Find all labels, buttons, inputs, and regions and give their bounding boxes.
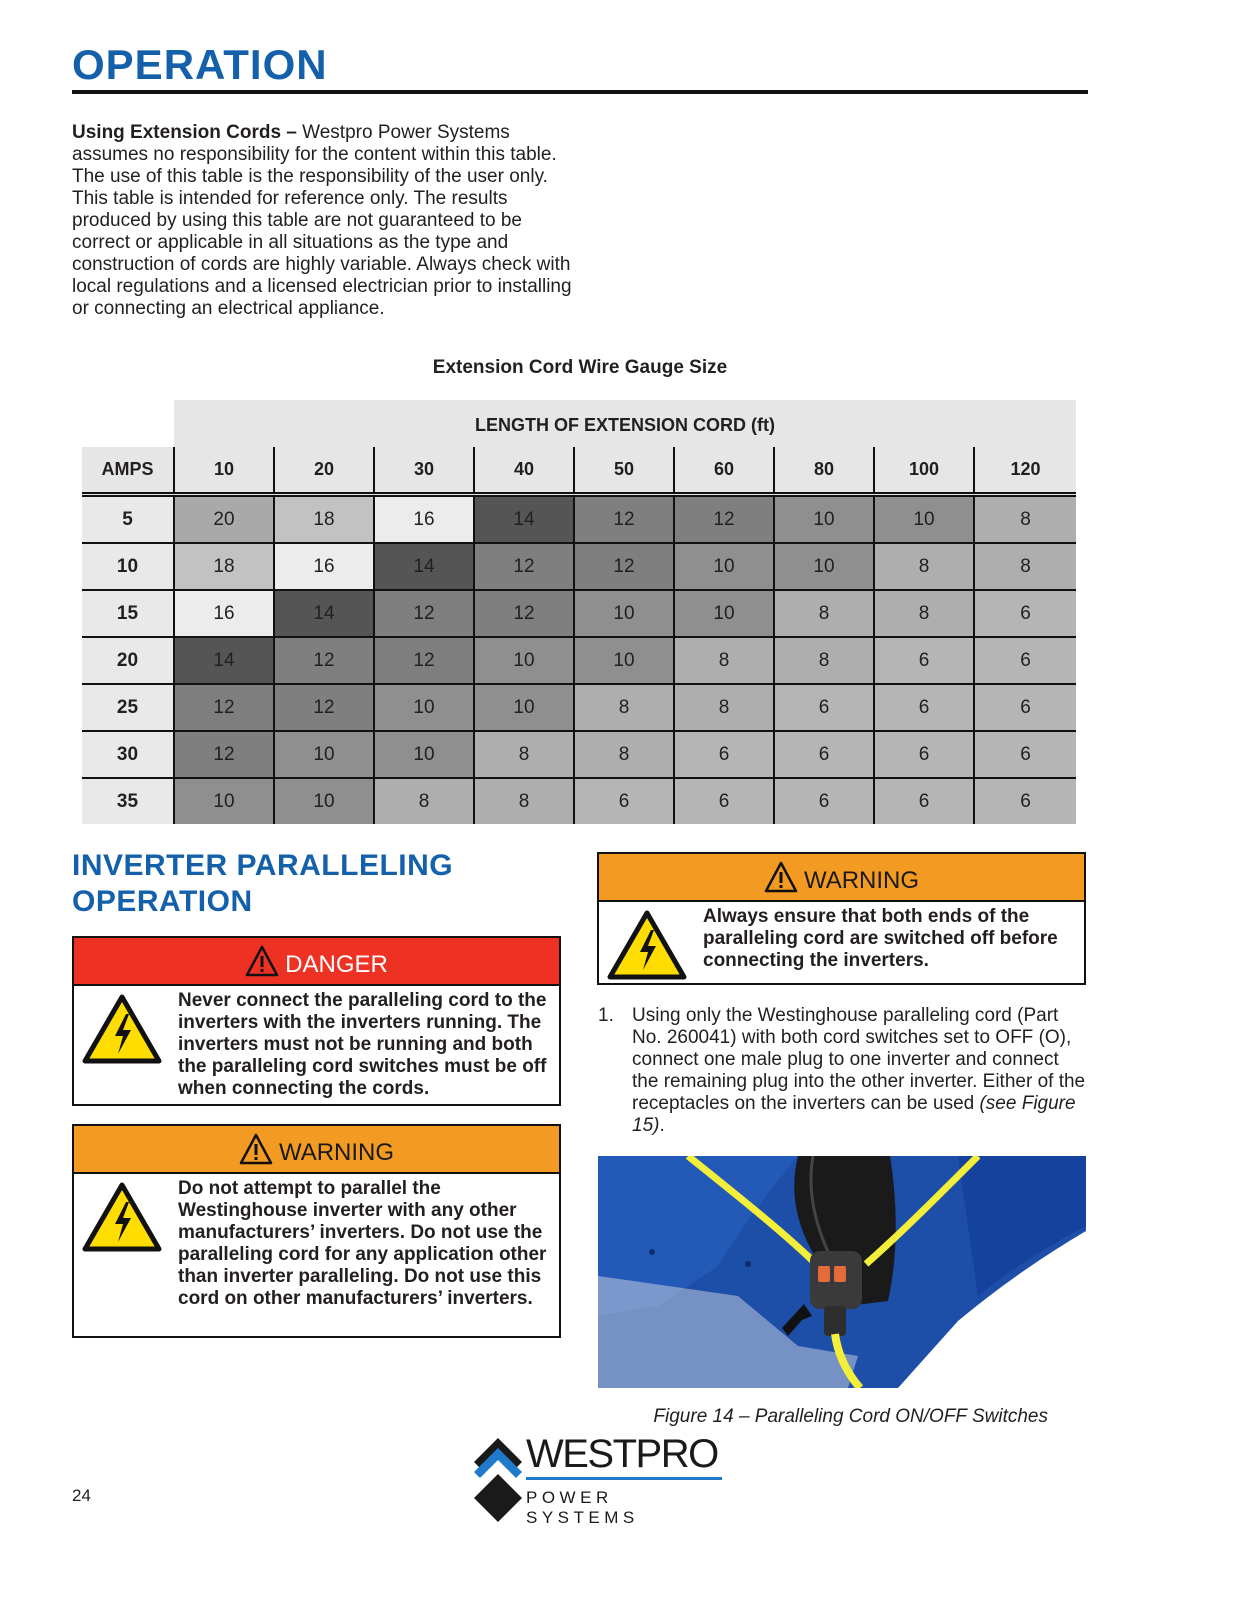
step-number: 1.: [598, 1005, 614, 1026]
gauge-cell: 8: [474, 778, 574, 824]
danger-box: [72, 936, 561, 1106]
amps-cell: 30: [82, 731, 174, 778]
gauge-table: [82, 447, 1076, 824]
gauge-cell: 8: [974, 495, 1076, 544]
section-heading-line2: OPERATION: [72, 885, 253, 918]
length-header-60: 60: [674, 447, 774, 495]
gauge-cell: 8: [674, 684, 774, 731]
westpro-logo: [472, 1432, 732, 1527]
wire-gauge-table: [82, 400, 1076, 824]
gauge-cell: 14: [474, 495, 574, 544]
gauge-cell: 10: [274, 778, 374, 824]
warning-header-left: [74, 1126, 559, 1174]
gauge-cell: 14: [274, 590, 374, 637]
gauge-cell: 6: [874, 778, 974, 824]
page-title: OPERATION: [72, 41, 328, 88]
warning-triangle-icon: [245, 945, 279, 977]
amps-header: AMPS: [82, 447, 174, 495]
electrical-hazard-icon: [607, 910, 687, 980]
gauge-cell: 8: [474, 731, 574, 778]
danger-body: [74, 986, 559, 1106]
gauge-cell: 10: [574, 637, 674, 684]
gauge-cell: 6: [974, 590, 1076, 637]
gauge-cell: 8: [374, 778, 474, 824]
warning-label-left: WARNING: [278, 1139, 395, 1166]
length-header-120: 120: [974, 447, 1076, 495]
gauge-cell: 10: [774, 543, 874, 590]
step-text: [632, 1005, 1088, 1137]
gauge-cell: 6: [874, 637, 974, 684]
section-heading-line1: INVERTER PARALLELING: [72, 849, 454, 882]
gauge-cell: 6: [674, 731, 774, 778]
gauge-cell: 12: [374, 637, 474, 684]
danger-label: DANGER: [285, 951, 388, 978]
warning-box-right: [597, 852, 1086, 985]
gauge-cell: 10: [374, 684, 474, 731]
gauge-cell: 8: [774, 590, 874, 637]
gauge-cell: 18: [274, 495, 374, 544]
gauge-cell: 6: [874, 684, 974, 731]
logo-subtitle: POWER SYSTEMS: [526, 1488, 639, 1527]
table-row: [82, 684, 1076, 731]
logo-underline: [526, 1477, 722, 1480]
gauge-cell: 10: [274, 731, 374, 778]
warning-body-left: [74, 1174, 559, 1338]
danger-text: Never connect the paralleling cord to the inverters with the inverters running. The inverters must not be running and both the paralleling cord switches must be off when connecting the cords.: [178, 990, 547, 1099]
gauge-cell: 8: [774, 637, 874, 684]
amps-cell: 10: [82, 543, 174, 590]
warning-box-left: [72, 1124, 561, 1338]
length-header-100: 100: [874, 447, 974, 495]
gauge-cell: 16: [274, 543, 374, 590]
length-header-50: 50: [574, 447, 674, 495]
gauge-cell: 18: [174, 543, 274, 590]
figure-caption: Figure 14 – Paralleling Cord ON/OFF Switches: [653, 1406, 1048, 1427]
amps-cell: 20: [82, 637, 174, 684]
gauge-cell: 10: [674, 543, 774, 590]
gauge-cell: 6: [774, 684, 874, 731]
gauge-cell: 10: [474, 684, 574, 731]
table-row: [82, 590, 1076, 637]
intro-paragraph: [72, 122, 572, 320]
danger-header: [74, 938, 559, 986]
warning-triangle-icon: [764, 861, 798, 893]
gauge-cell: 14: [174, 637, 274, 684]
table-body: [82, 495, 1076, 825]
table-header-row: [82, 447, 1076, 495]
warning-triangle-icon: [239, 1133, 273, 1165]
length-header-80: 80: [774, 447, 874, 495]
gauge-cell: 12: [474, 590, 574, 637]
amps-cell: 25: [82, 684, 174, 731]
gauge-cell: 6: [974, 778, 1076, 824]
warning-text-right: Always ensure that both ends of the paralleling cord are switched off before connecting the inverters.: [703, 906, 1058, 971]
gauge-cell: 6: [774, 778, 874, 824]
electrical-hazard-icon: [82, 1182, 162, 1252]
table-row: [82, 731, 1076, 778]
gauge-cell: 10: [374, 731, 474, 778]
intro-lead: Using Extension Cords –: [72, 122, 297, 143]
section-heading: [72, 848, 572, 920]
warning-header-right: [599, 854, 1084, 902]
gauge-cell: 8: [974, 543, 1076, 590]
gauge-cell: 6: [874, 731, 974, 778]
title-rule: [72, 90, 1088, 94]
table-row: [82, 778, 1076, 824]
gauge-cell: 12: [574, 543, 674, 590]
gauge-cell: 16: [374, 495, 474, 544]
length-header-40: 40: [474, 447, 574, 495]
gauge-cell: 10: [174, 778, 274, 824]
length-header-20: 20: [274, 447, 374, 495]
logo-diamond-icon: [472, 1432, 526, 1524]
gauge-cell: 10: [674, 590, 774, 637]
gauge-cell: 12: [174, 684, 274, 731]
gauge-cell: 16: [174, 590, 274, 637]
table-row: [82, 543, 1076, 590]
table-row: [82, 495, 1076, 544]
gauge-cell: 20: [174, 495, 274, 544]
gauge-cell: 12: [274, 684, 374, 731]
electrical-hazard-icon: [82, 994, 162, 1064]
gauge-cell: 6: [774, 731, 874, 778]
logo-wordmark: WESTPRO: [526, 1432, 718, 1476]
intro-body: Westpro Power Systems assumes no responsibility for the content within this table. The use of this table is the responsibility of the user only. This table is intended for reference only. The results produced by using this table are not guaranteed to be correct or applicable in all situations as the type and construction of cords are highly variable. Always check with local regulations and a licensed electrician prior to installing or connecting an electrical appliance.: [72, 122, 572, 319]
gauge-cell: 10: [574, 590, 674, 637]
table-caption: Extension Cord Wire Gauge Size: [432, 357, 728, 378]
length-header-10: 10: [174, 447, 274, 495]
gauge-cell: 10: [774, 495, 874, 544]
length-header: LENGTH OF EXTENSION CORD (ft): [174, 400, 1076, 447]
gauge-cell: 12: [174, 731, 274, 778]
gauge-cell: 12: [574, 495, 674, 544]
step-body: Using only the Westinghouse paralleling cord (Part No. 260041) with both cord switches set to OFF (O), connect one male plug to one inverter and connect the remaining plug into the other inverter. Either of the receptacles on the inverters can be used: [632, 1005, 1086, 1114]
gauge-cell: 8: [574, 684, 674, 731]
gauge-cell: 8: [874, 590, 974, 637]
amps-cell: 35: [82, 778, 174, 824]
step-figure-ref: (see Figure 15): [632, 1093, 1076, 1136]
gauge-cell: 6: [974, 684, 1076, 731]
step-end: .: [659, 1115, 665, 1136]
amps-cell: 15: [82, 590, 174, 637]
gauge-cell: 10: [474, 637, 574, 684]
gauge-cell: 6: [974, 637, 1076, 684]
gauge-cell: 8: [674, 637, 774, 684]
gauge-cell: 8: [874, 543, 974, 590]
gauge-cell: 10: [874, 495, 974, 544]
warning-text-left: Do not attempt to parallel the Westinghouse inverter with any other manufacturers’ inverters. Do not use the paralleling cord for any application other than inverter paralleling. Do not use this cord on other manufacturers’ inverters.: [178, 1178, 547, 1309]
gauge-cell: 12: [274, 637, 374, 684]
gauge-cell: 6: [674, 778, 774, 824]
step-1: [598, 1005, 1088, 1137]
warning-label-right: WARNING: [803, 867, 920, 894]
paralleling-cord-photo: [598, 1156, 1086, 1388]
gauge-cell: 8: [574, 731, 674, 778]
gauge-cell: 6: [574, 778, 674, 824]
length-header-30: 30: [374, 447, 474, 495]
warning-body-right: [599, 902, 1084, 985]
table-row: [82, 637, 1076, 684]
gauge-cell: 14: [374, 543, 474, 590]
figure-photo: [598, 1156, 1086, 1388]
gauge-cell: 12: [474, 543, 574, 590]
gauge-cell: 12: [374, 590, 474, 637]
gauge-cell: 12: [674, 495, 774, 544]
amps-cell: 5: [82, 495, 174, 544]
page-number: 24: [72, 1486, 91, 1505]
gauge-cell: 6: [974, 731, 1076, 778]
